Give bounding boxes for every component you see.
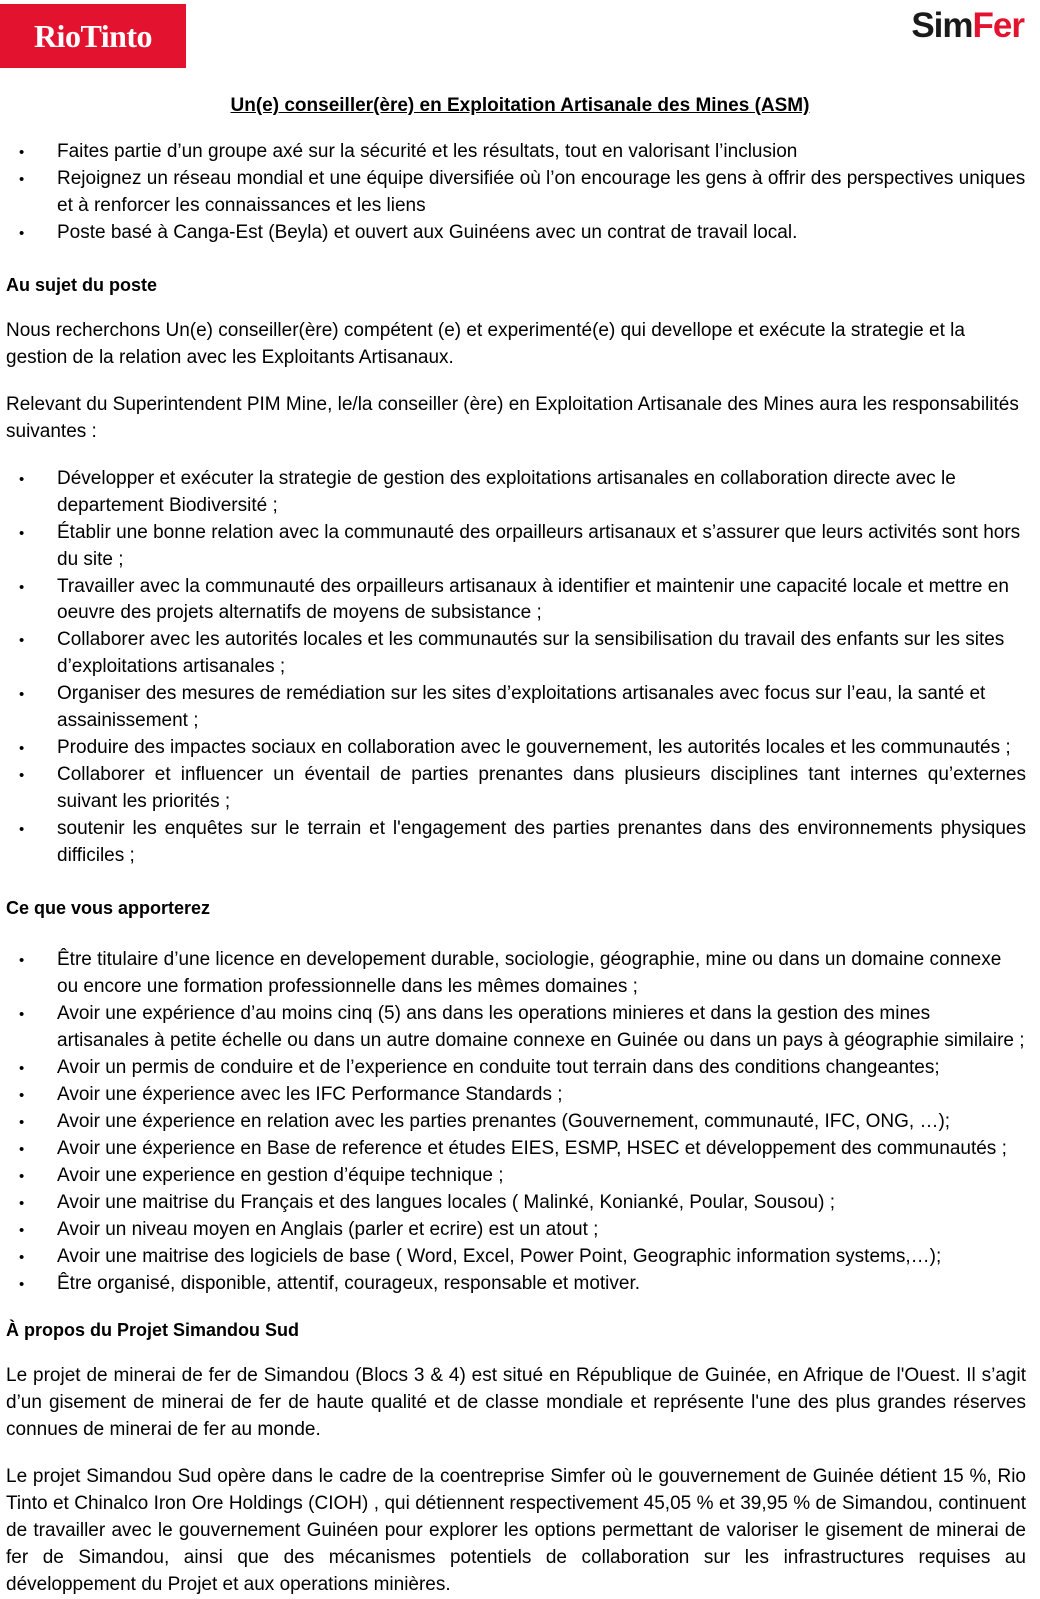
list-item: • Rejoignez un réseau mondial et une équipe diversifiée où l’on encourage les gens à offrir des perspectives uniques et à renforcer les connaissances et les liens bbox=[0, 166, 1026, 220]
about-project-paragraph-1: Le projet de minerai de fer de Simandou (Blocs 3 & 4) est situé en République de Guinée, en Afrique de l'Ouest. Il s’agit d’un gisement de minerai de fer de haute qualité et de classe mondiale et représente l'une des plus grandes réserves connues de minerai de fer au monde. bbox=[6, 1365, 1026, 1441]
list-item: • Avoir un niveau moyen en Anglais (parler et ecrire) est un atout ; bbox=[0, 1217, 1026, 1244]
list-item: • Avoir une éxperience avec les IFC Performance Standards ; bbox=[0, 1082, 1026, 1109]
riotinto-logo bbox=[0, 4, 186, 68]
list-item: • Être organisé, disponible, attentif, courageux, responsable et motiver. bbox=[0, 1271, 1026, 1298]
about-role-paragraph-1: Nous recherchons Un(e) conseiller(ère) compétent (e) et experimenté(e) qui devellope et exécute la strategie et la gestion de la relation avec les Exploitants Artisanaux. bbox=[6, 319, 965, 368]
section-heading-about-project: À propos du Projet Simandou Sud bbox=[6, 1319, 300, 1340]
responsibilities-bullet-list bbox=[0, 466, 1040, 871]
page-title: Un(e) conseiller(ère) en Exploitation Artisanale des Mines (ASM) bbox=[230, 95, 810, 116]
section-heading-about-role: Au sujet du poste bbox=[6, 274, 158, 295]
section-heading-what-you-bring: Ce que vous apporterez bbox=[6, 898, 211, 919]
list-item: • Travailler avec la communauté des orpailleurs artisanaux à identifier et maintenir une capacité locale et mettre en oeuvre des projets alternatifs de moyens de subsistance ; bbox=[0, 574, 1026, 628]
list-item: • Avoir une expérience d’au moins cinq (5) ans dans les operations minieres et dans la gestion des mines artisanales à petite échelle ou dans un autre domaine connexe en Guinée ou dans un pays à géographie similaire ; bbox=[0, 1001, 1026, 1055]
list-item: • Avoir une éxperience en Base de reference et études EIES, ESMP, HSEC et développement des communautés ; bbox=[0, 1136, 1026, 1163]
list-item: • Être titulaire d’une licence en developement durable, sociologie, géographie, mine ou dans un domaine connexe ou encore une formation professionnelle dans les mêmes domaines ; bbox=[0, 947, 1026, 1001]
list-item: • Avoir une maitrise du Français et des langues locales ( Malinké, Konianké, Poular, Sousou) ; bbox=[0, 1190, 1026, 1217]
intro-bullet-list bbox=[0, 139, 1040, 247]
list-item: • Avoir un permis de conduire et de l’experience en conduite tout terrain dans des conditions changeantes; bbox=[0, 1055, 1026, 1082]
list-item: • soutenir les enquêtes sur le terrain et l'engagement des parties prenantes dans des environnements physiques difficiles ; bbox=[0, 816, 1026, 870]
list-item: • Produire des impactes sociaux en collaboration avec le gouvernement, les autorités locales et les communautés ; bbox=[0, 735, 1026, 762]
riotinto-logo-text: RioTinto bbox=[33, 18, 153, 54]
list-item: • Développer et exécuter la strategie de gestion des exploitations artisanales en collaboration directe avec le departement Biodiversité ; bbox=[0, 466, 1026, 520]
list-item: • Organiser des mesures de remédiation sur les sites d’exploitations artisanales avec focus sur l’eau, la santé et assainissement ; bbox=[0, 681, 1026, 735]
list-item: • Avoir une experience en gestion d’équipe technique ; bbox=[0, 1163, 1026, 1190]
list-item: • Poste basé à Canga-Est (Beyla) et ouvert aux Guinéens avec un contrat de travail local. bbox=[0, 220, 1026, 247]
list-item: • Collaborer avec les autorités locales et les communautés sur la sensibilisation du travail des enfants sur les sites d’exploitations artisanales ; bbox=[0, 627, 1026, 681]
requirements-bullet-list bbox=[0, 947, 1040, 1298]
list-item: • Avoir une éxperience en relation avec les parties prenantes (Gouvernement, communauté, IFC, ONG, …); bbox=[0, 1109, 1026, 1136]
document-header bbox=[0, 0, 1040, 80]
simfer-logo bbox=[911, 8, 1024, 43]
list-item: • Établir une bonne relation avec la communauté des orpailleurs artisanaux et s’assurer que leurs activités sont hors du site ; bbox=[0, 520, 1026, 574]
simfer-logo-sim: Sim bbox=[911, 6, 973, 45]
list-item: • Faites partie d’un groupe axé sur la sécurité et les résultats, tout en valorisant l’inclusion bbox=[0, 139, 1026, 166]
about-role-paragraph-2: Relevant du Superintendent PIM Mine, le/la conseiller (ère) en Exploitation Artisanale des Mines aura les responsabilités suivantes : bbox=[6, 393, 1019, 442]
simfer-logo-fer: Fer bbox=[972, 6, 1024, 45]
list-item: • Collaborer et influencer un éventail de parties prenantes dans plusieurs disciplines tant internes qu’externes suivant les priorités ; bbox=[0, 762, 1026, 816]
about-project-paragraph-2: Le projet Simandou Sud opère dans le cadre de la coentreprise Simfer où le gouvernement de Guinée détient 15 %, Rio Tinto et Chinalco Iron Ore Holdings (CIOH) , qui détiennent respectivement 45,05 % et 39,95 % de Simandou, continuent de travailler avec le gouvernement Guinéen pour explorer les options permettant de valoriser le gisement de minerai de fer de Simandou, ainsi que des mécanismes potentiels de collaboration sur les infrastructures requises au développement du Projet et aux operations minières. bbox=[6, 1466, 1026, 1595]
list-item: • Avoir une maitrise des logiciels de base ( Word, Excel, Power Point, Geographic information systems,…); bbox=[0, 1244, 1026, 1271]
